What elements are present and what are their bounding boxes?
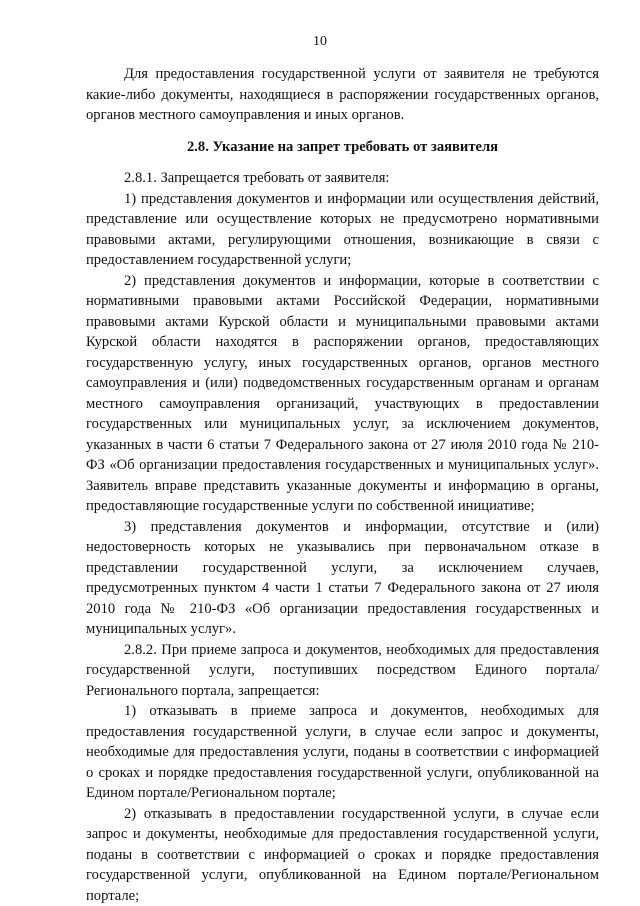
clause-2-8-1: 2.8.1. Запрещается требовать от заявителя: (86, 168, 599, 189)
clause-2-8-1-item-1: 1) представления документов и информации или осуществления действий, представление или осуществление которых не предусмотрено нормативными правовыми актами, регулирующими отношения, возникающие в связи с предоставлением государственной услуги; (86, 189, 599, 271)
section-heading: 2.8. Указание на запрет требовать от заявителя (86, 137, 599, 158)
page-number: 10 (0, 34, 640, 50)
clause-2-8-2-item-2: 2) отказывать в предоставлении государственной услуги, в случае если запрос и документы, необходимые для предоставления государственной услуги, поданы в соответствии с информацией о сроках и порядке предоставления государственной услуги, опубликованной на Едином портале/Региональном портале; (86, 804, 599, 906)
clause-2-8-1-item-2: 2) представления документов и информации, которые в соответствии с нормативными правовыми актами Российской Федерации, нормативными правовыми актами Курской области и муниципальными правовыми актами Курской области находятся в распоряжении органов, предоставляющих государственную услугу, иных государственных органов, органов местного самоуправления и (или) подведомственных государственным органам и органам местного самоуправления организаций, участвующих в предоставлении государственных или муниципальных услуг, за исключением документов, указанных в части 6 статьи 7 Федерального закона от 27 июля 2010 года № 210-ФЗ «Об организации предоставления государственных и муниципальных услуг». Заявитель вправе представить указанные документы и информацию в органы, предоставляющие государственные услуги по собственной инициативе; (86, 271, 599, 517)
document-body (86, 64, 599, 906)
clause-2-8-2: 2.8.2. При приеме запроса и документов, необходимых для предоставления государственной услуги, поступивших посредством Единого портала/Регионального портала, запрещается: (86, 640, 599, 702)
clause-2-8-2-item-1: 1) отказывать в приеме запроса и документов, необходимых для предоставления государственной услуги, в случае если запрос и документы, необходимые для предоставления услуги, поданы в соответствии с информацией о сроках и порядке предоставления государственной услуги, опубликованной на Едином портале/Региональном портале; (86, 701, 599, 804)
clause-2-8-1-item-3: 3) представления документов и информации, отсутствие и (или) недостоверность которых не указывались при первоначальном отказе в представлении государственной услуги, за исключением случаев, предусмотренных пунктом 4 части 1 статьи 7 Федерального закона от 27 июля 2010 года № 210-ФЗ «Об организации предоставления государственных и муниципальных услуг». (86, 517, 599, 640)
intro-paragraph: Для предоставления государственной услуги от заявителя не требуются какие-либо документы, находящиеся в распоряжении государственных органов, органов местного самоуправления и иных органов. (86, 64, 599, 126)
